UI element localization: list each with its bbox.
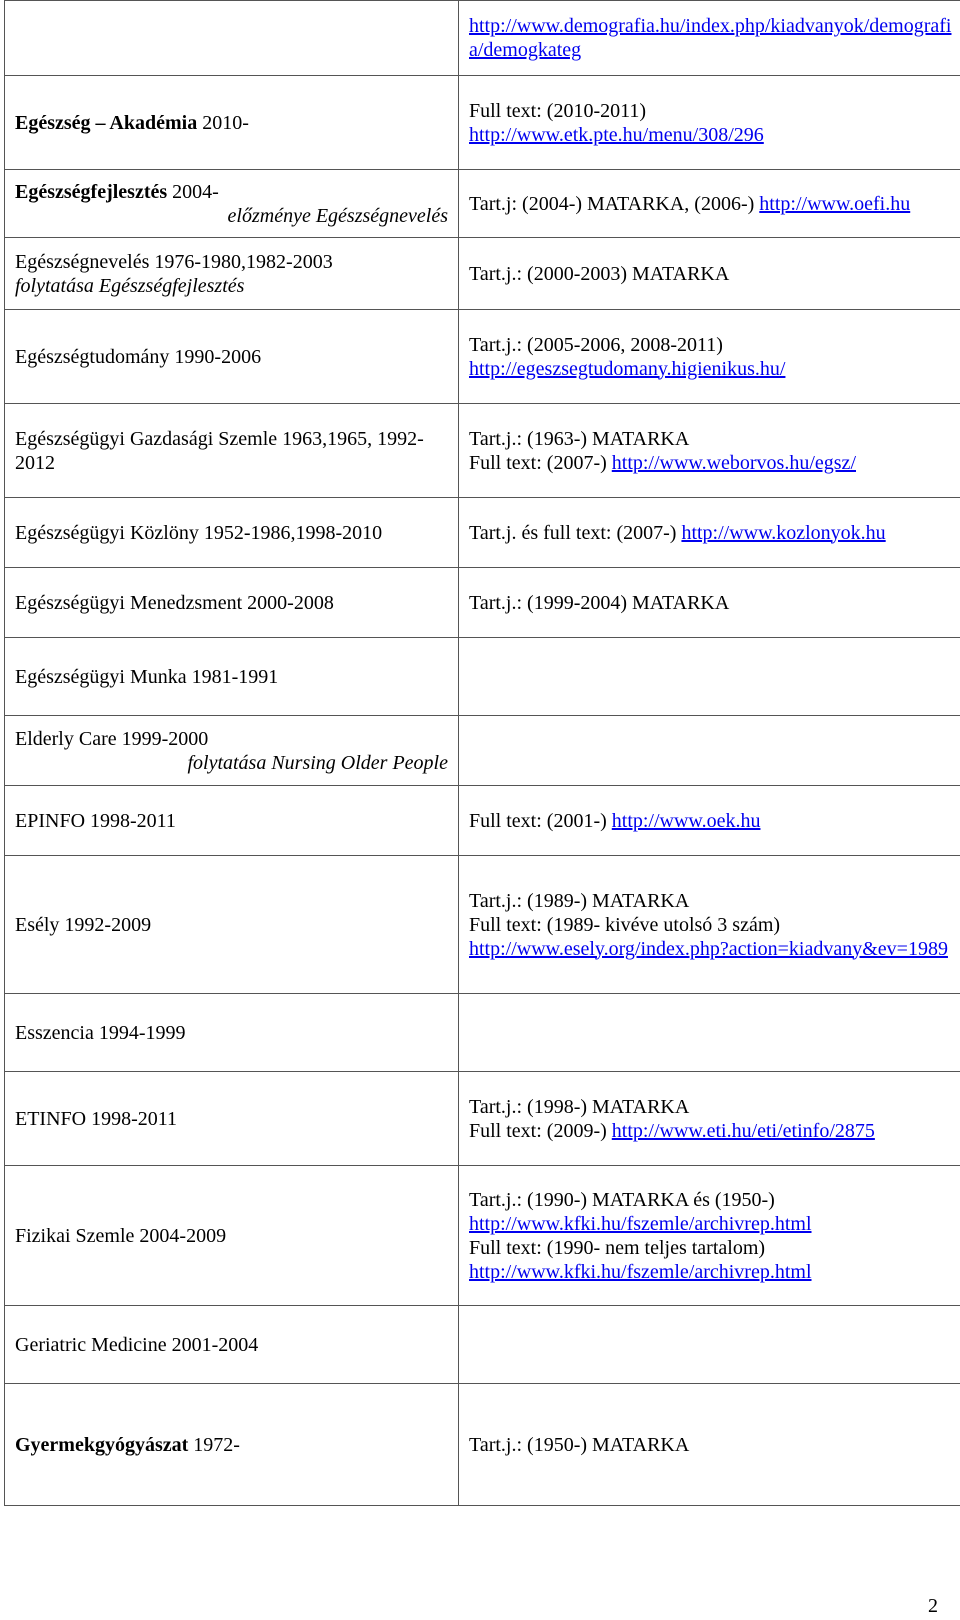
access-cell <box>459 498 960 568</box>
page-number: 2 <box>928 1595 938 1617</box>
access-cell <box>459 1306 960 1384</box>
journal-years: Egészségügyi Munka 1981-1991 <box>15 665 279 688</box>
table-row <box>5 76 960 170</box>
journal-cell <box>5 238 459 310</box>
access-text: Tart.j.: (1998-) MATARKA <box>469 1095 690 1118</box>
access-text: Full text: (1990- nem teljes tartalom) <box>469 1236 766 1259</box>
journal-cell <box>5 786 459 856</box>
journal-note: előzménye Egészségnevelés <box>227 204 448 227</box>
journal-years: Geriatric Medicine 2001-2004 <box>15 1333 259 1356</box>
journal-years: Elderly Care 1999-2000 <box>15 727 209 750</box>
access-cell <box>459 76 960 170</box>
table-row <box>5 1 960 76</box>
journal-years: Esély 1992-2009 <box>15 913 152 936</box>
table-row <box>5 404 960 498</box>
journal-years: 1972- <box>188 1433 240 1456</box>
url-link[interactable]: http://www.kozlonyok.hu <box>681 521 886 544</box>
access-text: Full text: (2007-) <box>469 451 612 474</box>
journal-title: Gyermekgyógyászat <box>15 1433 189 1456</box>
table-row <box>5 568 960 638</box>
journal-cell <box>5 76 459 170</box>
access-cell <box>459 404 960 498</box>
access-cell <box>459 238 960 310</box>
journal-cell <box>5 716 459 786</box>
journal-years: 2004- <box>167 180 219 203</box>
table-row <box>5 238 960 310</box>
table-row <box>5 1306 960 1384</box>
journal-years: Egészségügyi Gazdasági Szemle 1963,1965, 1992-2012 <box>15 427 424 474</box>
access-text: Tart.j. és full text: (2007-) <box>469 521 682 544</box>
access-cell <box>459 786 960 856</box>
access-cell <box>459 994 960 1072</box>
access-text: Tart.j: (2004-) MATARKA, (2006-) <box>469 192 760 215</box>
journal-years: Egészségügyi Közlöny 1952-1986,1998-2010 <box>15 521 383 544</box>
table-row <box>5 994 960 1072</box>
journal-note: folytatása Egészségfejlesztés <box>15 274 245 297</box>
table-row <box>5 1384 960 1506</box>
table-row <box>5 638 960 716</box>
journal-cell <box>5 1306 459 1384</box>
journal-years: Egészségnevelés 1976-1980,1982-2003 <box>15 250 333 273</box>
journal-years: Egészségügyi Menedzsment 2000-2008 <box>15 591 334 614</box>
journal-cell <box>5 856 459 994</box>
journal-title: Egészségfejlesztés <box>15 180 168 203</box>
access-text: Full text: (1989- kivéve utolsó 3 szám) <box>469 913 781 936</box>
journal-title: Egészség – Akadémia <box>15 111 198 134</box>
journal-years: 2010- <box>197 111 249 134</box>
url-link[interactable]: http://www.kfki.hu/fszemle/archivrep.html <box>469 1260 812 1283</box>
journal-years: Esszencia 1994-1999 <box>15 1021 186 1044</box>
access-cell <box>459 1072 960 1166</box>
access-text: Tart.j.: (1999-2004) MATARKA <box>469 591 730 614</box>
access-cell <box>459 170 960 238</box>
access-cell <box>459 1 960 76</box>
url-link[interactable]: http://www.kfki.hu/fszemle/archivrep.html <box>469 1212 812 1235</box>
table-row <box>5 1072 960 1166</box>
journal-cell <box>5 310 459 404</box>
journals-table <box>4 0 960 1506</box>
access-text: Tart.j.: (1963-) MATARKA <box>469 427 690 450</box>
url-link[interactable]: http://www.oek.hu <box>611 809 761 832</box>
url-link[interactable]: http://www.weborvos.hu/egsz/ <box>611 451 856 474</box>
journal-years: EPINFO 1998-2011 <box>15 809 176 832</box>
access-text: Tart.j.: (2000-2003) MATARKA <box>469 262 730 285</box>
table-row <box>5 786 960 856</box>
access-text: Full text: (2010-2011) <box>469 99 647 122</box>
access-cell <box>459 1166 960 1306</box>
journal-cell <box>5 1166 459 1306</box>
journal-cell <box>5 994 459 1072</box>
journal-cell <box>5 1072 459 1166</box>
url-link[interactable]: http://www.esely.org/index.php?action=kiadvany&ev=1989 <box>469 937 948 960</box>
table-row <box>5 856 960 994</box>
access-cell <box>459 568 960 638</box>
journal-cell <box>5 404 459 498</box>
url-link[interactable]: http://egeszsegtudomany.higienikus.hu/ <box>469 357 786 380</box>
access-cell <box>459 856 960 994</box>
table-row <box>5 716 960 786</box>
journal-cell <box>5 638 459 716</box>
journal-cell <box>5 498 459 568</box>
access-cell <box>459 716 960 786</box>
access-text: Tart.j.: (1950-) MATARKA <box>469 1433 690 1456</box>
journal-cell <box>5 1384 459 1506</box>
access-text: Tart.j.: (1990-) MATARKA és (1950-) <box>469 1188 775 1211</box>
table-row <box>5 170 960 238</box>
url-link[interactable]: http://www.eti.hu/eti/etinfo/2875 <box>611 1119 875 1142</box>
url-link[interactable]: http://www.etk.pte.hu/menu/308/296 <box>469 123 764 146</box>
journal-cell <box>5 1 459 76</box>
journal-cell <box>5 568 459 638</box>
journal-years: Egészségtudomány 1990-2006 <box>15 345 262 368</box>
table-row <box>5 310 960 404</box>
journal-years: ETINFO 1998-2011 <box>15 1107 178 1130</box>
access-cell <box>459 1384 960 1506</box>
access-text: Tart.j.: (1989-) MATARKA <box>469 889 690 912</box>
access-text: Full text: (2001-) <box>469 809 612 832</box>
journal-cell <box>5 170 459 238</box>
url-link[interactable]: http://www.oefi.hu <box>759 192 911 215</box>
table-row <box>5 498 960 568</box>
table-row <box>5 1166 960 1306</box>
access-cell <box>459 310 960 404</box>
journal-years: Fizikai Szemle 2004-2009 <box>15 1224 227 1247</box>
url-link[interactable]: http://www.demografia.hu/index.php/kiadvanyok/demografia/demogkateg <box>469 15 952 61</box>
journal-note: folytatása Nursing Older People <box>187 751 448 774</box>
access-text: Tart.j.: (2005-2006, 2008-2011) <box>469 333 723 356</box>
access-cell <box>459 638 960 716</box>
access-text: Full text: (2009-) <box>469 1119 612 1142</box>
